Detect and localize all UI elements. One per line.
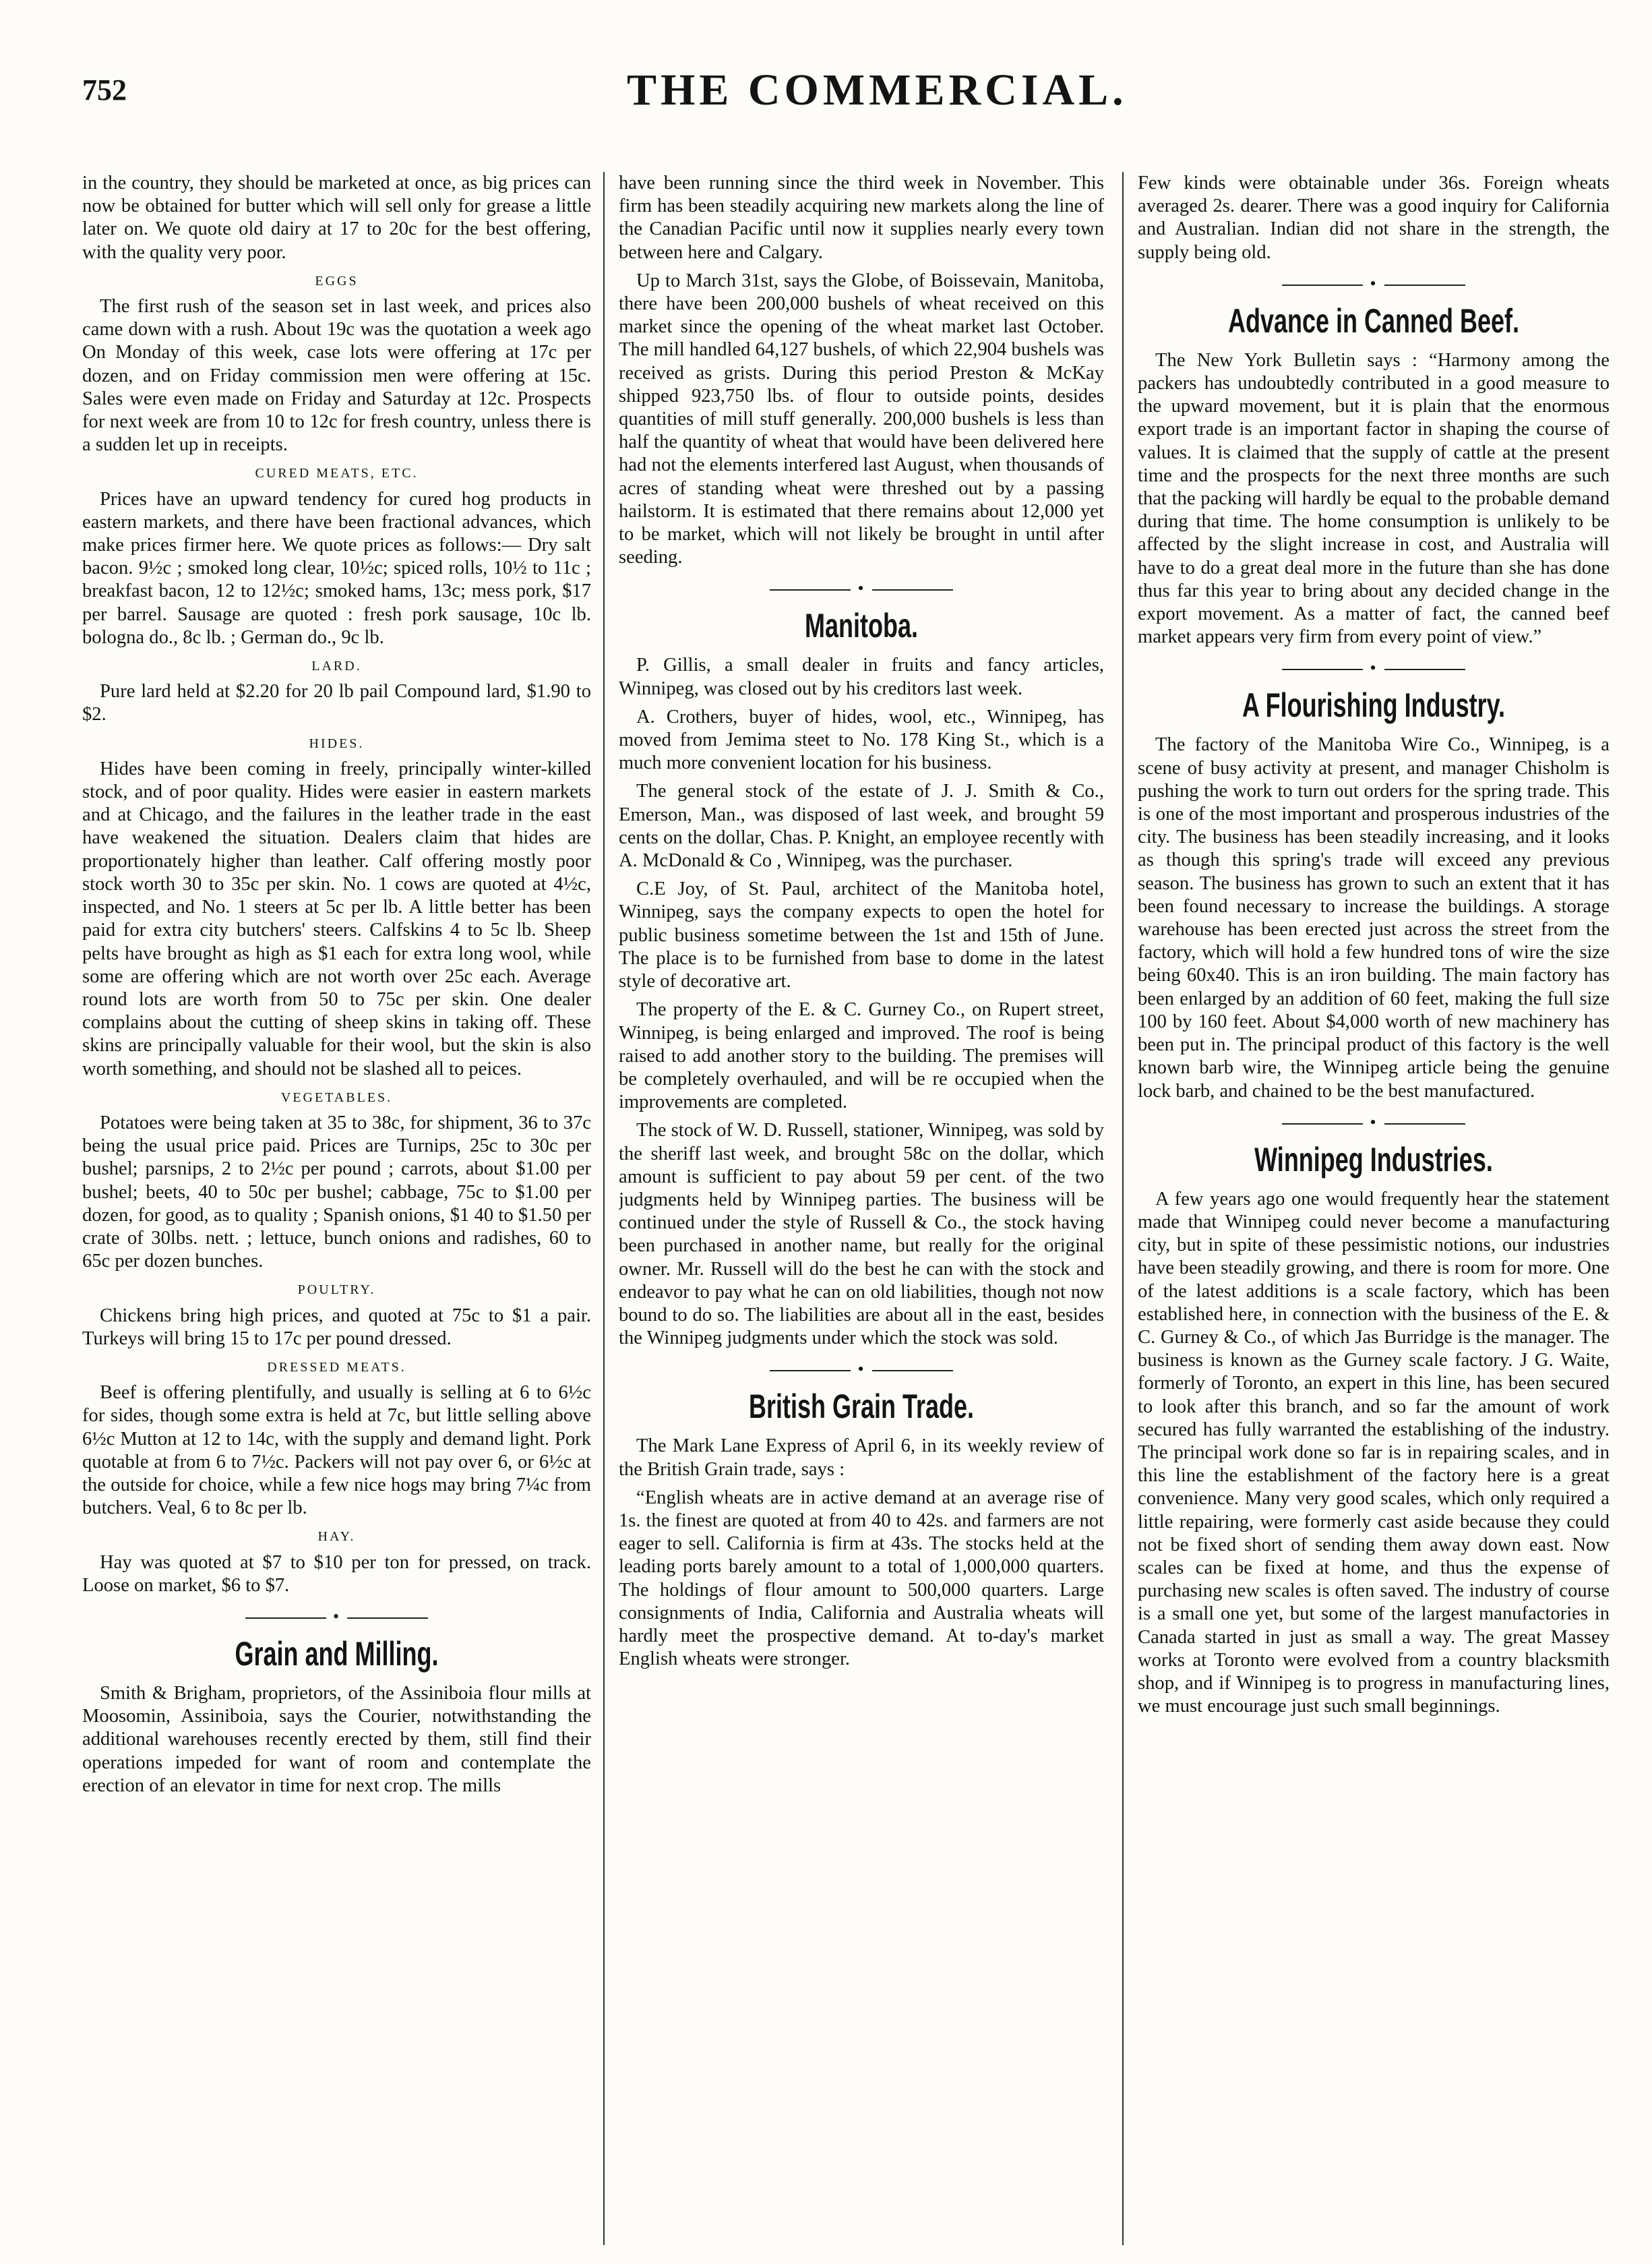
ornament-separator: • (1138, 274, 1610, 294)
manitoba-item-crothers: A. Crothers, buyer of hides, wool, etc., Winnipeg, has moved from Jemima steet to No. 178 King St., which is a much more convenient location for his business. (619, 706, 1104, 774)
butter-paragraph: in the country, they should be marketed at once, as big prices can now be obtained for butter which will sell only for grease a little later on. We quote old dairy at 17 to 20c for the best offering, with the quality very poor. (82, 173, 591, 263)
manitoba-item-smith-estate: The general stock of the estate of J. J. Smith & Co., Emerson, Man., was disposed of last week, and brought 59 cents on the dollar, Chas. P. Knight, an employee recently with A. McDonald & Co , Winnipeg, was the purchaser. (619, 781, 1104, 872)
ornament-separator: • (82, 1607, 591, 1627)
manitoba-headline: Manitoba. (804, 607, 918, 645)
ornament-separator: • (619, 578, 1104, 599)
vegetables-subhead: VEGETABLES. (280, 1090, 393, 1105)
winnipeg-industries-paragraph: A few years ago one would frequently hear the statement made that Winnipeg could never become a manufacturing city, but in spite of these pessimistic notions, our industries have been steadily growing, and there is room for more. One of the latest additions is a scale factory, which has been established here, in connection with the business of the E. & C. Gurney & Co., of which Jas Burridge is the manager. The business is known as the Gurney scale factory. J G. Waite, formerly of Toronto, an expert in this line, has been secured to look after this branch, and so far the amount of work secured has fully warranted the establishing of the industry. The principal work done so far is in repairing scales, and in this line the establishment of the factory here is a great convenience. Many very good scales, which only required a little repairing, were formerly cast aside because they could not be fixed short of sending them away down east. Now scales can be fixed at home, and thus the expense of purchasing new scales is often saved. The industry of course is a small one yet, but some of the largest manufactories in Canada started in just as small a way. The great Massey works at Toronto were evolved from a country blacksmith shop, and if Winnipeg is to progress in manufacturing lines, we must encourage just such small beginnings. (1138, 1188, 1610, 1717)
lard-subhead: LARD. (311, 659, 362, 674)
ornament-separator: • (619, 1359, 1104, 1379)
poultry-subhead: POULTRY. (297, 1282, 376, 1298)
dressed-meats-subhead: DRESSED MEATS. (267, 1359, 406, 1375)
boissevain-paragraph: Up to March 31st, says the Globe, of Boissevain, Manitoba, there have been 200,000 bushels of wheat received on this market since the opening of the wheat market last October. The mill handled 64,127 bushels, of which 22,904 bushels was received as grists. During this period Preston & McKay shipped 923,750 lbs. of flour to outside points, desides quantities of mill stuff generally. 200,000 bushels is less than half the quantity of wheat that would have been delivered here had not the elements interfered last August, when thousands of acres of standing wheat were threshed out by a passing hailstorm. It is estimated that there remains about 12,000 yet to be market, which will not likely be brought in until after seeding. (619, 270, 1104, 568)
ornament-separator: • (1138, 658, 1610, 678)
vegetables-paragraph: Potatoes were being taken at 35 to 38c, for shipment, 36 to 37c being the usual price paid. Prices are Turnips, 25c to 30c per bushel; parsnips, 2 to 2½c per pound ; carrots, about $1.00 per bushel; beets, 40 to 50c per bushel; cabbage, 75c to $1.00 per dozen, for good, as to quality ; Spanish onions, $1 40 to $1.50 per crate of 30lbs. nett. ; lettuce, bunch onions and radishes, 60 to 65c per dozen bunches. (82, 1112, 591, 1272)
flourishing-industry-paragraph: The factory of the Manitoba Wire Co., Winnipeg, is a scene of busy activity at present, and manager Chisholm is pushing the work to turn out orders for the spring trade. This is one of the most important and prosperous industries of the city. The business has been steadily increasing, and it looks as though this spring's trade will exceed any previous season. The business has grown to such an extent that it has been found necessary to increase the buildings. A storage warehouse has been erected just across the street from the factory, which will hold a few hundred tons of wire the size being 60x40. This is an iron building. The main factory has been enlarged by an addition of 60 feet, making the full size 100 by 160 feet. About $4,000 worth of new machinery has been put in. The principal product of this factory is the well known barb wire, the Winnipeg article being the genuine lock barb, and chained to be the best manufactured. (1138, 734, 1610, 1102)
british-grain-continued: Few kinds were obtainable under 36s. Foreign wheats averaged 2s. dearer. There was a good inquiry for California and Australian. Indian did not share in the strength, the supply being old. (1138, 173, 1610, 263)
column-rule-2 (1122, 172, 1124, 2245)
column-2 (619, 172, 1104, 2252)
grain-milling-paragraph: Smith & Brigham, proprietors, of the Assiniboia flour mills at Moosomin, Assiniboia, says the Courier, notwithstanding the additional warehouses recently erected by them, still find their operations impeded for want of room and contemplate the erection of an elevator in time for next crop. The mills (82, 1682, 591, 1796)
eggs-subhead: EGGS (315, 273, 359, 289)
masthead-title: THE COMMERCIAL. (627, 65, 1128, 115)
hides-subhead: HIDES. (309, 736, 365, 751)
hay-paragraph: Hay was quoted at $7 to $10 per ton for pressed, on track. Loose on market, $6 to $7. (82, 1551, 591, 1596)
manitoba-item-gillis: P. Gillis, a small dealer in fruits and fancy articles, Winnipeg, was closed out by his creditors last week. (619, 655, 1104, 699)
flourishing-industry-headline: A Flourishing Industry. (1242, 686, 1505, 725)
canned-beef-paragraph: The New York Bulletin says : “Harmony among the packers has undoubtedly contributed in a good measure to the upward movement, but it is plain that the enormous export trade is an important factor in shaping the course of values. It is claimed that the supply of cattle at the present time and the prospects for the next three months are such that the packing will hardly be equal to the probable demand during that time. The home consumption is unlikely to be affected by the slight increase in cost, and Australia will have to do a great deal more in the future than she has done thus far this year to bring about any decided change in the export movement. As a matter of fact, the canned beef market appears very firm from every point of view.” (1138, 349, 1610, 648)
column-1 (82, 172, 591, 2252)
british-grain-headline: British Grain Trade. (748, 1388, 975, 1426)
cured-meats-subhead: CURED MEATS, ETC. (255, 466, 419, 481)
manitoba-item-russell: The stock of W. D. Russell, stationer, Winnipeg, was sold by the sheriff last week, and brought 58c on the dollar, which amount is sufficient to pay about 59 per cent. of the two judgments held by Winnipeg parties. The business will be continued under the style of Russell & Co., the stock having been purchased in another name, but really for the original owner. Mr. Russell will do the best he can with the stock and endeavor to pay what he can on old liabilities, though not now bound to do so. The liabilities are about all in the east, besides the Winnipeg judgments under which the stock was sold. (619, 1120, 1104, 1349)
manitoba-item-gurney: The property of the E. & C. Gurney Co., on Rupert street, Winnipeg, is being enlarged and improved. The roof is being raised to add another story to the building. The premises will be completely overhauled, and will be re occupied when the improvements are completed. (619, 999, 1104, 1113)
canned-beef-headline: Advance in Canned Beef. (1227, 301, 1520, 340)
grain-milling-headline: Grain and Milling. (235, 1634, 439, 1673)
column-rule-1 (603, 172, 605, 2245)
mills-continued-paragraph: have been running since the third week in November. This firm has been steadily acquiring new markets along the line of the Canadian Pacific until now it supplies nearly every town between here and Calgary. (619, 173, 1104, 263)
lard-paragraph: Pure lard held at $2.20 for 20 lb pail Compound lard, $1.90 to $2. (82, 681, 591, 725)
dressed-meats-paragraph: Beef is offering plentifully, and usually is selling at 6 to 6½c for sides, though some extra is held at 7c, but little selling above 6½c Mutton at 12 to 14c, with the supply and demand light. Pork quotable at from 6 to 7½c. Packers will not pay over 6, or 6½c at the outside for choice, while a few nice hogs may bring 7¼c from butchers. Veal, 6 to 8c per lb. (82, 1382, 591, 1519)
manitoba-item-hotel: C.E Joy, of St. Paul, architect of the Manitoba hotel, Winnipeg, says the company expects to open the hotel for public business sometime between the 1st and 15th of June. The place is to be furnished from base to dome in the latest style of decorative art. (619, 878, 1104, 992)
hay-subhead: HAY. (317, 1529, 356, 1545)
eggs-paragraph: The first rush of the season set in last week, and prices also came down with a rush. About 19c was the quotation a week ago On Monday of this week, case lots were offering at 17c per dozen, and on Friday commission men were offering at 15c. Sales were even made on Friday and Saturday at 12c. Prospects for next week are from 10 to 12c for fresh country, unless there is a sudden let up in receipts. (82, 296, 591, 456)
poultry-paragraph: Chickens bring high prices, and quoted at 75c to $1 a pair. Turkeys will bring 15 to 17c per pound dressed. (82, 1305, 591, 1349)
page-number: 752 (82, 73, 127, 107)
hides-paragraph: Hides have been coming in freely, principally winter-killed stock, and of poor quality. Hides were easier in eastern markets and at Chicago, and the failures in the leather trade in the east have weakened the situation. Dealers claim that hides are proportionately higher than leather. Calf offering mostly poor stock worth 30 to 35c per skin. No. 1 cows are quoted at 4½c, inspected, and No. 1 steers at 5c per lb. A little better has been paid for extra city butchers' steers. Calfskins 4 to 5c lb. Sheep pelts have brought as high as $1 each for extra long wool, while some are offering which are not worth over 25c each. Average round lots are worth from 50 to 75c per skin. One dealer complains about the cutting of sheep skins in taking off. These skins are principally valuable for their wool, but the skin is also worth something, and should not be slashed all to peices. (82, 758, 591, 1079)
column-3 (1138, 172, 1610, 2252)
british-grain-quote: “English wheats are in active demand at an average rise of 1s. the finest are quoted at from 40 to 42s. and farmers are not eager to sell. California is firm at 43s. The stocks held at the leading ports barely amount to a total of 1,000,000 quarters. The holdings of flour amount to 500,000 quarters. Large consignments of India, California and Australia wheats will hardly meet the prospective demand. At to-day's market English wheats were stronger. (619, 1487, 1104, 1670)
cured-meats-paragraph: Prices have an upward tendency for cured hog products in eastern markets, and there have been fractional advances, which make prices firmer here. We quote prices as follows:— Dry salt bacon. 9½c ; smoked long clear, 10½c; spiced rolls, 10½ to 11c ; breakfast bacon, 12 to 12½c; smoked hams, 13c; mess pork, $17 per barrel. Sausage are quoted : fresh pork sausage, 10c lb. bologna do., 8c lb. ; German do., 9c lb. (82, 488, 591, 648)
british-grain-intro: The Mark Lane Express of April 6, in its weekly review of the British Grain trade, says : (619, 1435, 1104, 1480)
winnipeg-industries-headline: Winnipeg Industries. (1254, 1140, 1493, 1179)
ornament-separator: • (1138, 1112, 1610, 1133)
